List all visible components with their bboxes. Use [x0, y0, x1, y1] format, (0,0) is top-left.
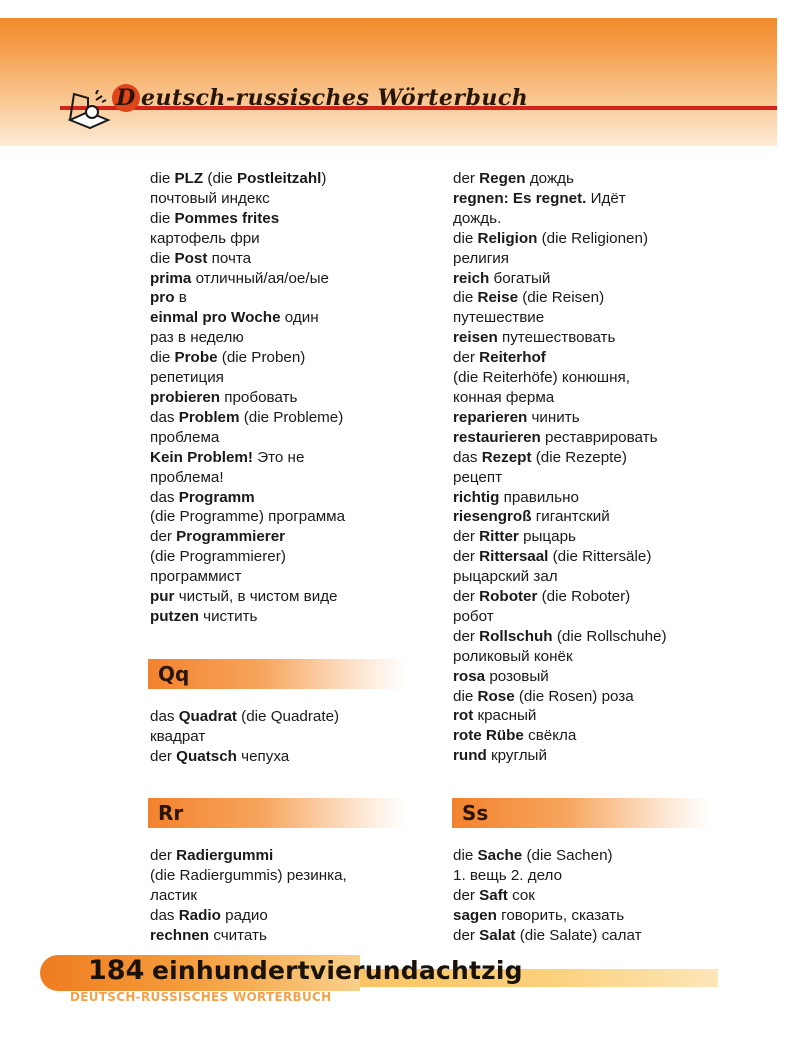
- article: der: [453, 528, 480, 546]
- page-number-words: einhundertvierundachtzig: [152, 956, 523, 985]
- article: das: [150, 906, 179, 924]
- translation: дождь: [525, 170, 574, 187]
- translation: (die Reisen): [518, 289, 605, 307]
- headword: Regen: [479, 170, 526, 187]
- translation: раз в неделю: [150, 329, 244, 347]
- headword: Rezept: [481, 448, 532, 466]
- translation: (die Rezepte): [531, 448, 627, 466]
- dictionary-entry: [453, 229, 718, 249]
- dictionary-entry: [453, 627, 718, 647]
- dictionary-entry: [453, 726, 718, 746]
- dictionary-entry: [150, 707, 405, 727]
- dictionary-entry: [150, 388, 405, 408]
- translation: (die Rollschuhe): [552, 627, 667, 645]
- translation: чепуха: [236, 747, 290, 765]
- translation: круглый: [486, 747, 547, 765]
- translation: (die Sachen): [522, 847, 613, 864]
- dictionary-entry: [453, 209, 718, 229]
- section-header-s: [452, 798, 710, 828]
- headword: putzen: [150, 607, 199, 625]
- translation: квадрат: [150, 727, 206, 745]
- translation: (die Programmierer): [150, 548, 286, 566]
- translation: один: [280, 309, 319, 327]
- headword: Salat: [479, 926, 516, 944]
- section-label: Qq: [158, 662, 190, 686]
- headword: Rollschuh: [479, 627, 553, 645]
- title-rest: eutsch-russisches Wörterbuch: [141, 85, 529, 111]
- dictionary-entry: [150, 926, 405, 946]
- headword: Sache: [477, 847, 523, 864]
- headword: rosa: [453, 667, 486, 685]
- headword: pur: [150, 588, 175, 606]
- article: der: [453, 548, 480, 566]
- article: der: [453, 926, 480, 944]
- dictionary-entry: [453, 169, 718, 189]
- right-column: [453, 169, 718, 766]
- translation: рыцарь: [518, 528, 576, 546]
- headword: Kein Problem!: [150, 448, 253, 466]
- dictionary-entry: [453, 587, 718, 607]
- translation: ): [321, 170, 327, 187]
- translation: (die Rosen) роза: [514, 687, 634, 705]
- dictionary-entry: [453, 507, 718, 527]
- dictionary-entry: [150, 846, 405, 866]
- headword: rechnen: [150, 926, 210, 944]
- dictionary-entry: [150, 727, 405, 747]
- dictionary-entry: [150, 906, 405, 926]
- dictionary-entry: [150, 408, 405, 428]
- article: das: [453, 448, 482, 466]
- translation: Идёт: [586, 189, 626, 207]
- dictionary-entry: [150, 169, 405, 189]
- translation: радио: [220, 906, 268, 924]
- dictionary-entry: [453, 308, 718, 328]
- dictionary-entry: [453, 886, 718, 906]
- translation: проблема: [150, 428, 220, 446]
- dictionary-entry: [150, 209, 405, 229]
- headword: Postleitzahl: [236, 170, 322, 187]
- dictionary-entry: [150, 468, 405, 488]
- headword: Roboter: [479, 588, 538, 606]
- translation: (die Quadrate): [236, 708, 340, 725]
- translation: (die Rittersäle): [548, 548, 652, 566]
- dictionary-entry: [453, 846, 718, 866]
- translation: говорить, сказать: [496, 906, 625, 924]
- headword: Reise: [477, 289, 519, 307]
- translation: (die Programme) программа: [150, 508, 346, 526]
- headword: probieren: [150, 388, 221, 406]
- article: die: [453, 229, 478, 247]
- translation: (die Salate) салат: [515, 926, 642, 944]
- header-band: [0, 18, 777, 146]
- translation: (die: [203, 170, 237, 187]
- dictionary-entry: [150, 747, 405, 767]
- translation: реставрировать: [540, 428, 658, 446]
- translation: (die Religionen): [537, 229, 648, 247]
- dictionary-entry: [453, 647, 718, 667]
- headword: prima: [150, 269, 192, 287]
- translation: красный: [473, 707, 537, 725]
- translation: (die Roboter): [537, 588, 631, 606]
- dictionary-entry: [150, 448, 405, 468]
- translation: робот: [453, 607, 494, 625]
- headword: Programmierer: [176, 528, 286, 546]
- headword: Rose: [477, 687, 515, 705]
- dictionary-entry: [150, 288, 405, 308]
- headword: rot: [453, 707, 474, 725]
- dictionary-entry: [150, 547, 405, 567]
- headword: Reiterhof: [479, 349, 546, 367]
- section-label: Rr: [158, 801, 184, 825]
- translation: репетиция: [150, 369, 224, 387]
- translation: считать: [209, 926, 267, 944]
- article: der: [453, 886, 480, 904]
- dictionary-entry: [453, 706, 718, 726]
- headword: Problem: [178, 408, 240, 426]
- translation: конная ферма: [453, 388, 555, 406]
- headword: rund: [453, 747, 487, 765]
- translation: картофель фри: [150, 229, 260, 247]
- dictionary-entry: [453, 408, 718, 428]
- translation: дождь.: [453, 209, 502, 227]
- translation: проблема!: [150, 468, 224, 486]
- q-entries: [150, 707, 405, 767]
- dictionary-entry: [150, 527, 405, 547]
- dictionary-entry: [453, 746, 718, 766]
- headword: Pommes frites: [174, 209, 280, 227]
- translation: чистый, в чистом виде: [174, 588, 338, 606]
- section-header-r: [148, 798, 406, 828]
- s-entries: [453, 846, 718, 946]
- translation: сок: [507, 886, 535, 904]
- dictionary-entry: [150, 269, 405, 289]
- dictionary-entry: [453, 607, 718, 627]
- article: das: [150, 408, 179, 426]
- dictionary-entry: [150, 189, 405, 209]
- article: die: [150, 249, 175, 267]
- translation: рыцарский зал: [453, 568, 558, 586]
- translation: розовый: [485, 667, 549, 685]
- dictionary-entry: [453, 567, 718, 587]
- headword: einmal pro Woche: [150, 309, 281, 327]
- dictionary-entry: [150, 328, 405, 348]
- translation: (die Proben): [217, 349, 306, 367]
- article: der: [150, 528, 177, 546]
- article: die: [150, 349, 175, 367]
- translation: 1. вещь 2. дело: [453, 866, 563, 884]
- translation: путешествие: [453, 309, 545, 327]
- translation: программист: [150, 568, 242, 586]
- translation: (die Probleme): [239, 408, 344, 426]
- translation: религия: [453, 249, 509, 267]
- page-header-title: [112, 84, 528, 112]
- headword: regnen: Es regnet.: [453, 189, 587, 207]
- translation: пробовать: [220, 388, 298, 406]
- headword: Programm: [178, 488, 255, 506]
- dictionary-entry: [453, 428, 718, 448]
- dictionary-entry: [150, 507, 405, 527]
- translation: гигантский: [531, 508, 610, 526]
- dictionary-entry: [453, 368, 718, 388]
- headword: restaurieren: [453, 428, 541, 446]
- headword: reich: [453, 269, 490, 287]
- article: die: [453, 687, 478, 705]
- headword: Quatsch: [176, 747, 237, 765]
- footer-band: [40, 955, 718, 991]
- headword: richtig: [453, 488, 500, 506]
- article: der: [453, 349, 480, 367]
- dictionary-entry: [453, 468, 718, 488]
- dictionary-entry: [150, 229, 405, 249]
- dictionary-entry: [453, 866, 718, 886]
- r-entries-left: [150, 846, 405, 946]
- dictionary-entry: [453, 189, 718, 209]
- section-label: Ss: [462, 801, 489, 825]
- translation: ластик: [150, 886, 197, 904]
- dictionary-entry: [453, 488, 718, 508]
- translation: почтовый индекс: [150, 189, 270, 207]
- headword: reparieren: [453, 408, 528, 426]
- headword: PLZ: [174, 170, 204, 187]
- title-initial: D: [112, 84, 140, 112]
- dictionary-entry: [453, 448, 718, 468]
- article: der: [453, 170, 480, 187]
- translation: рецепт: [453, 468, 503, 486]
- article: die: [453, 847, 478, 864]
- dictionary-entry: [150, 308, 405, 328]
- dictionary-entry: [150, 488, 405, 508]
- footer-subtitle: DEUTSCH-RUSSISCHES WÖRTERBUCH: [70, 990, 332, 1004]
- headword: Radiergummi: [176, 847, 274, 864]
- headword: Post: [174, 249, 208, 267]
- headword: reisen: [453, 329, 498, 347]
- dictionary-entry: [453, 328, 718, 348]
- article: der: [453, 588, 480, 606]
- translation: чистить: [198, 607, 258, 625]
- dictionary-entry: [150, 249, 405, 269]
- headword: rote Rübe: [453, 727, 524, 745]
- dictionary-entry: [150, 587, 405, 607]
- article: die: [150, 170, 175, 187]
- translation: чинить: [527, 408, 580, 426]
- translation: (die Reiterhöfe) конюшня,: [453, 369, 630, 387]
- page-number: 184: [88, 955, 145, 986]
- dictionary-entry: [453, 269, 718, 289]
- dictionary-entry: [453, 249, 718, 269]
- dictionary-entry: [150, 428, 405, 448]
- article: die: [453, 289, 478, 307]
- dictionary-entry: [150, 607, 405, 627]
- article: der: [453, 627, 480, 645]
- dictionary-entry: [150, 866, 405, 886]
- article: das: [150, 708, 179, 725]
- headword: Saft: [479, 886, 508, 904]
- translation: (die Radiergummis) резинка,: [150, 866, 347, 884]
- book-icon: [66, 90, 112, 130]
- dictionary-entry: [150, 368, 405, 388]
- article: die: [150, 209, 175, 227]
- dictionary-entry: [453, 667, 718, 687]
- dictionary-entry: [150, 348, 405, 368]
- headword: sagen: [453, 906, 497, 924]
- translation: роликовый конёк: [453, 647, 573, 665]
- translation: путешествовать: [497, 329, 616, 347]
- headword: Ritter: [479, 528, 519, 546]
- translation: отличный/ая/ое/ые: [191, 269, 329, 287]
- translation: почта: [207, 249, 252, 267]
- translation: богатый: [489, 269, 551, 287]
- article: der: [150, 747, 177, 765]
- headword: Religion: [477, 229, 538, 247]
- dictionary-entry: [453, 547, 718, 567]
- dictionary-entry: [453, 348, 718, 368]
- translation: свёкла: [523, 727, 577, 745]
- translation: правильно: [499, 488, 579, 506]
- translation: Это не: [252, 448, 305, 466]
- dictionary-entry: [453, 288, 718, 308]
- headword: Radio: [178, 906, 221, 924]
- headword: Probe: [174, 349, 218, 367]
- dictionary-entry: [453, 926, 718, 946]
- dictionary-entry: [453, 687, 718, 707]
- headword: riesengroß: [453, 508, 532, 526]
- section-header-q: [148, 659, 406, 689]
- left-column: [150, 169, 405, 627]
- headword: Rittersaal: [479, 548, 549, 566]
- dictionary-entry: [150, 886, 405, 906]
- article: das: [150, 488, 179, 506]
- headword: pro: [150, 289, 175, 307]
- dictionary-entry: [453, 527, 718, 547]
- dictionary-entry: [453, 906, 718, 926]
- article: der: [150, 847, 177, 864]
- translation: в: [174, 289, 187, 307]
- dictionary-entry: [453, 388, 718, 408]
- dictionary-entry: [150, 567, 405, 587]
- headword: Quadrat: [178, 708, 237, 725]
